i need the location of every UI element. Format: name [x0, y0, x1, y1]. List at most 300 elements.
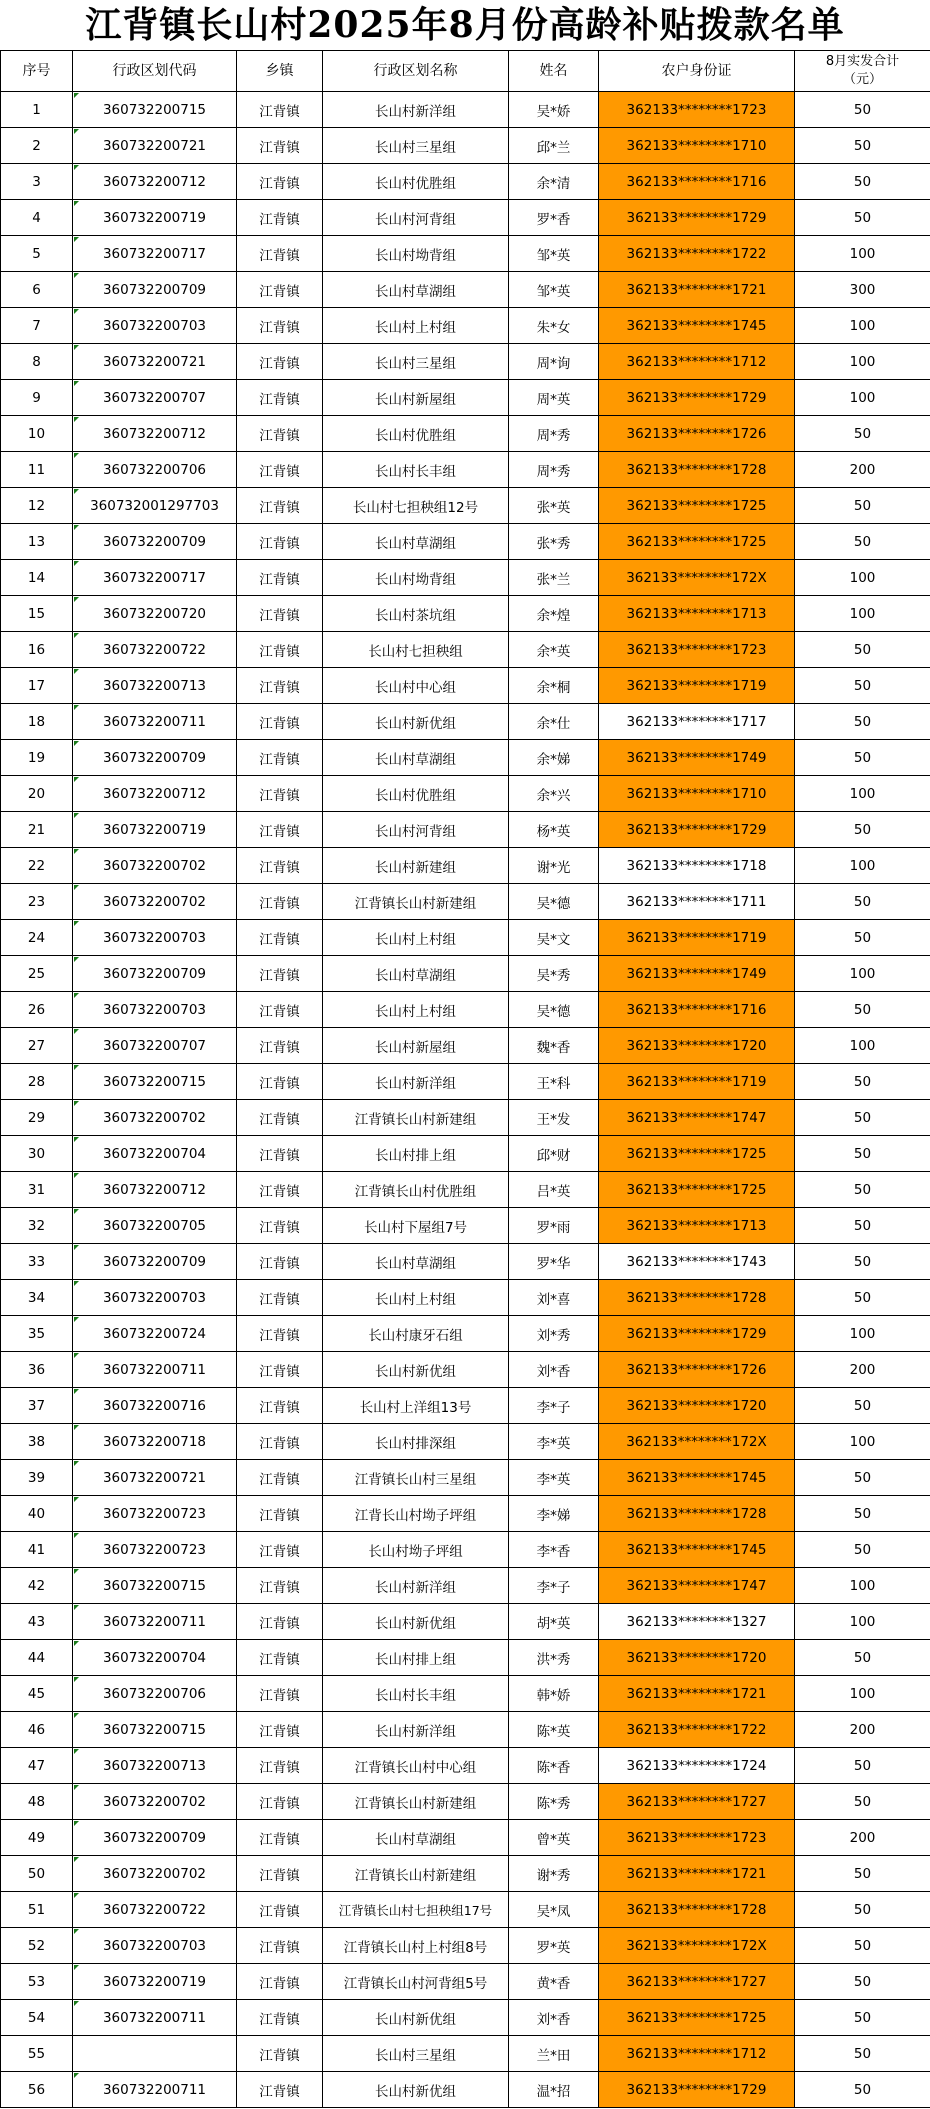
- cell-id-text: 362133********1716: [626, 173, 767, 190]
- cell-id-text: 362133********1726: [626, 1361, 767, 1378]
- cell-code-text: 360732001297703: [90, 497, 219, 514]
- cell-name: [509, 1928, 599, 1964]
- cell-id: [599, 1208, 795, 1244]
- cell-town-text: 江背镇: [259, 2011, 300, 2028]
- cell-name: [509, 812, 599, 848]
- cell-amount-text: 100: [849, 785, 876, 802]
- cell-village: [323, 1964, 509, 2000]
- cell-village-text: 长山村新洋组: [375, 1075, 456, 1092]
- cell-id-text: 362133********1723: [626, 641, 767, 658]
- cell-amount: [795, 1856, 930, 1892]
- cell-note-marker-icon: [74, 1101, 79, 1106]
- cell-name: [509, 416, 599, 452]
- cell-village: [323, 236, 509, 272]
- cell-amount: [795, 1100, 930, 1136]
- cell-code-text: 360732200713: [102, 1757, 207, 1774]
- cell-code-text: 360732200715: [102, 1073, 207, 1090]
- cell-seq-text: 12: [27, 497, 46, 514]
- cell-amount-text: 100: [849, 1433, 876, 1450]
- table-body: [1, 92, 930, 2108]
- cell-seq-text: 46: [27, 1721, 46, 1738]
- cell-town: [237, 1064, 323, 1100]
- cell-name: [509, 1568, 599, 1604]
- cell-name-text: 余*仕: [536, 715, 571, 732]
- cell-id-text: 362133********1712: [626, 2045, 767, 2062]
- cell-note-marker-icon: [74, 849, 79, 854]
- cell-village-text: 长山村新优组: [375, 1363, 456, 1380]
- cell-name: [509, 1280, 599, 1316]
- cell-id: [599, 2000, 795, 2036]
- cell-seq-text: 40: [27, 1505, 46, 1522]
- cell-code: [73, 2036, 237, 2072]
- cell-name: [509, 344, 599, 380]
- cell-seq: [1, 848, 73, 884]
- cell-amount: [795, 200, 930, 236]
- cell-seq: [1, 1064, 73, 1100]
- cell-name: [509, 1172, 599, 1208]
- cell-amount: [795, 452, 930, 488]
- cell-seq-text: 3: [32, 173, 41, 190]
- cell-id: [599, 416, 795, 452]
- cell-name-text: 邱*财: [536, 1147, 571, 1164]
- cell-town: [237, 1352, 323, 1388]
- cell-amount-text: 200: [849, 1361, 876, 1378]
- cell-id-text: 362133********1749: [626, 965, 767, 982]
- table-row: [1, 1352, 930, 1388]
- cell-seq: [1, 1712, 73, 1748]
- cell-seq: [1, 884, 73, 920]
- cell-name-text: 刘*秀: [536, 1327, 571, 1344]
- table-row: [1, 1928, 930, 1964]
- cell-note-marker-icon: [74, 2073, 79, 2078]
- cell-amount-text: 50: [853, 173, 872, 190]
- cell-code-text: 360732200709: [102, 533, 207, 550]
- cell-seq-text: 37: [27, 1397, 46, 1414]
- cell-note-marker-icon: [74, 1389, 79, 1394]
- cell-id: [599, 1460, 795, 1496]
- cell-note-marker-icon: [74, 345, 79, 350]
- cell-code: [73, 1208, 237, 1244]
- cell-id: [599, 704, 795, 740]
- cell-seq-text: 6: [32, 281, 41, 298]
- cell-note-marker-icon: [74, 1029, 79, 1034]
- cell-code: [73, 848, 237, 884]
- cell-town: [237, 1676, 323, 1712]
- cell-code-text: 360732200703: [102, 1937, 207, 1954]
- cell-name: [509, 1640, 599, 1676]
- cell-amount-text: 50: [853, 101, 872, 118]
- table-row: [1, 1424, 930, 1460]
- cell-code-text: 360732200712: [102, 173, 207, 190]
- table-row: [1, 1964, 930, 2000]
- cell-town-text: 江背镇: [259, 1507, 300, 1524]
- cell-id: [599, 308, 795, 344]
- cell-seq-text: 56: [27, 2081, 46, 2098]
- table-row: [1, 1568, 930, 1604]
- cell-name: [509, 596, 599, 632]
- cell-name-text: 周*秀: [536, 427, 571, 444]
- cell-code-text: 360732200711: [102, 1613, 207, 1630]
- cell-village: [323, 2072, 509, 2108]
- cell-name: [509, 1856, 599, 1892]
- cell-town-text: 江背镇: [259, 1939, 300, 1956]
- cell-code: [73, 1640, 237, 1676]
- cell-seq: [1, 1244, 73, 1280]
- cell-village: [323, 1028, 509, 1064]
- cell-name: [509, 1532, 599, 1568]
- cell-name-text: 邹*英: [536, 283, 571, 300]
- cell-amount: [795, 1928, 930, 1964]
- cell-amount: [795, 1820, 930, 1856]
- table-row: [1, 1604, 930, 1640]
- cell-name: [509, 1424, 599, 1460]
- cell-code: [73, 488, 237, 524]
- cell-town-text: 江背镇: [259, 1723, 300, 1740]
- cell-name: [509, 1712, 599, 1748]
- cell-amount: [795, 884, 930, 920]
- cell-town-text: 江背镇: [259, 427, 300, 444]
- cell-name: [509, 776, 599, 812]
- table-row: [1, 1316, 930, 1352]
- cell-seq: [1, 992, 73, 1028]
- cell-village: [323, 1568, 509, 1604]
- cell-seq: [1, 200, 73, 236]
- cell-code-text: 360732200706: [102, 1685, 207, 1702]
- cell-town-text: 江背镇: [259, 283, 300, 300]
- cell-amount-text: 100: [849, 1685, 876, 1702]
- cell-town: [237, 560, 323, 596]
- cell-note-marker-icon: [74, 1893, 79, 1898]
- cell-village: [323, 1892, 509, 1928]
- cell-town: [237, 1532, 323, 1568]
- cell-town-text: 江背镇: [259, 1831, 300, 1848]
- cell-village-text: 长山村三星组: [375, 2047, 456, 2064]
- cell-village-text: 长山村三星组: [375, 355, 456, 372]
- cell-town: [237, 1748, 323, 1784]
- cell-town: [237, 2000, 323, 2036]
- table-row: [1, 1100, 930, 1136]
- cell-seq-text: 44: [27, 1649, 46, 1666]
- table-row: [1, 1172, 930, 1208]
- cell-code: [73, 776, 237, 812]
- cell-seq-text: 54: [27, 2009, 46, 2026]
- cell-town: [237, 812, 323, 848]
- cell-town-text: 江背镇: [259, 1903, 300, 1920]
- cell-id-text: 362133********1721: [626, 1685, 767, 1702]
- cell-village-text: 长山村三星组: [375, 139, 456, 156]
- cell-code-text: 360732200704: [102, 1145, 207, 1162]
- cell-seq: [1, 920, 73, 956]
- cell-village-text: 长山村新优组: [375, 2083, 456, 2100]
- cell-seq-text: 13: [27, 533, 46, 550]
- cell-code-text: 360732200702: [102, 893, 207, 910]
- cell-note-marker-icon: [74, 1137, 79, 1142]
- cell-seq: [1, 1604, 73, 1640]
- cell-village-text: 长山村草湖组: [375, 967, 456, 984]
- cell-name-text: 李*英: [536, 1471, 571, 1488]
- cell-id: [599, 884, 795, 920]
- cell-name-text: 吕*英: [536, 1183, 571, 1200]
- cell-id: [599, 992, 795, 1028]
- cell-note-marker-icon: [74, 1065, 79, 1070]
- table-row: [1, 2036, 930, 2072]
- table-row: [1, 956, 930, 992]
- table-row: [1, 1244, 930, 1280]
- cell-village: [323, 1424, 509, 1460]
- cell-name: [509, 1604, 599, 1640]
- cell-code: [73, 1028, 237, 1064]
- cell-code: [73, 236, 237, 272]
- cell-village-text: 江背镇长山村新建组: [354, 895, 477, 912]
- cell-town: [237, 992, 323, 1028]
- cell-town-text: 江背镇: [259, 1867, 300, 1884]
- cell-amount-text: 50: [853, 713, 872, 730]
- cell-name-text: 刘*香: [536, 2011, 571, 2028]
- cell-code-text: 360732200719: [102, 821, 207, 838]
- cell-seq-text: 27: [27, 1037, 46, 1054]
- table-row: [1, 308, 930, 344]
- cell-name: [509, 164, 599, 200]
- cell-code-text: 360732200724: [102, 1325, 207, 1342]
- cell-code: [73, 452, 237, 488]
- cell-town-text: 江背镇: [259, 1111, 300, 1128]
- cell-amount: [795, 272, 930, 308]
- cell-town: [237, 1892, 323, 1928]
- cell-town-text: 江背镇: [259, 175, 300, 192]
- cell-town-text: 江背镇: [259, 1399, 300, 1416]
- cell-id-text: 362133********1729: [626, 209, 767, 226]
- cell-amount: [795, 308, 930, 344]
- cell-code: [73, 1424, 237, 1460]
- cell-village: [323, 1316, 509, 1352]
- cell-seq-text: 22: [27, 857, 46, 874]
- cell-code: [73, 920, 237, 956]
- cell-code: [73, 740, 237, 776]
- cell-id-text: 362133********1749: [626, 749, 767, 766]
- cell-town-text: 江背镇: [259, 355, 300, 372]
- cell-code-text: 360732200703: [102, 1289, 207, 1306]
- cell-seq-text: 14: [27, 569, 46, 586]
- cell-seq-text: 19: [27, 749, 46, 766]
- cell-note-marker-icon: [74, 1281, 79, 1286]
- cell-code: [73, 128, 237, 164]
- cell-amount-text: 50: [853, 641, 872, 658]
- cell-amount: [795, 596, 930, 632]
- cell-code: [73, 1136, 237, 1172]
- table-row: [1, 632, 930, 668]
- cell-code: [73, 416, 237, 452]
- cell-seq-text: 21: [27, 821, 46, 838]
- cell-amount-text: 100: [849, 353, 876, 370]
- cell-amount: [795, 812, 930, 848]
- cell-note-marker-icon: [74, 1425, 79, 1430]
- cell-id: [599, 128, 795, 164]
- cell-amount: [795, 1208, 930, 1244]
- cell-village-text: 长山村长丰组: [375, 1687, 456, 1704]
- cell-code: [73, 524, 237, 560]
- header-amount-line2: （元）: [842, 72, 882, 87]
- cell-amount-text: 50: [853, 1649, 872, 1666]
- cell-name-text: 王*科: [536, 1075, 571, 1092]
- cell-code: [73, 1460, 237, 1496]
- cell-amount: [795, 1784, 930, 1820]
- cell-village: [323, 452, 509, 488]
- cell-seq-text: 8: [32, 353, 41, 370]
- cell-note-marker-icon: [74, 1245, 79, 1250]
- cell-name: [509, 1352, 599, 1388]
- table-row: [1, 1028, 930, 1064]
- table-row: [1, 1460, 930, 1496]
- cell-town-text: 江背镇: [259, 139, 300, 156]
- cell-town: [237, 956, 323, 992]
- cell-code-text: 360732200717: [102, 245, 207, 262]
- cell-seq-text: 30: [27, 1145, 46, 1162]
- cell-amount: [795, 2072, 930, 2108]
- cell-id: [599, 1064, 795, 1100]
- table-row: [1, 1856, 930, 1892]
- table-row: [1, 1136, 930, 1172]
- cell-amount: [795, 632, 930, 668]
- cell-town-text: 江背镇: [259, 1183, 300, 1200]
- cell-id: [599, 92, 795, 128]
- cell-name-text: 张*秀: [536, 535, 571, 552]
- cell-code-text: 360732200703: [102, 929, 207, 946]
- header-code: 行政区划代码: [73, 51, 237, 92]
- cell-amount: [795, 668, 930, 704]
- cell-code: [73, 1712, 237, 1748]
- cell-name: [509, 992, 599, 1028]
- table-row: [1, 2072, 930, 2108]
- cell-seq-text: 38: [27, 1433, 46, 1450]
- cell-town: [237, 632, 323, 668]
- cell-note-marker-icon: [74, 633, 79, 638]
- cell-code-text: 360732200709: [102, 1829, 207, 1846]
- cell-town-text: 江背镇: [259, 1687, 300, 1704]
- cell-name-text: 罗*英: [536, 1939, 571, 1956]
- table-row: [1, 1784, 930, 1820]
- cell-code: [73, 812, 237, 848]
- cell-village-text: 长山村草湖组: [375, 535, 456, 552]
- cell-code: [73, 2000, 237, 2036]
- cell-id-text: 362133********1713: [626, 605, 767, 622]
- cell-town: [237, 1496, 323, 1532]
- cell-note-marker-icon: [74, 957, 79, 962]
- cell-village-text: 长山村草湖组: [375, 1255, 456, 1272]
- cell-note-marker-icon: [74, 885, 79, 890]
- cell-village: [323, 1100, 509, 1136]
- cell-id: [599, 776, 795, 812]
- cell-name: [509, 200, 599, 236]
- cell-village: [323, 1820, 509, 1856]
- cell-town: [237, 776, 323, 812]
- cell-amount: [795, 488, 930, 524]
- cell-village-text: 长山村坳背组: [375, 247, 456, 264]
- cell-name: [509, 632, 599, 668]
- cell-id: [599, 1388, 795, 1424]
- cell-id-text: 362133********1716: [626, 1001, 767, 1018]
- cell-name-text: 余*清: [536, 175, 571, 192]
- cell-village-text: 长山村上村组: [375, 1003, 456, 1020]
- cell-note-marker-icon: [74, 1533, 79, 1538]
- cell-id-text: 362133********1729: [626, 1325, 767, 1342]
- cell-town-text: 江背镇: [259, 1651, 300, 1668]
- cell-name-text: 李*子: [536, 1399, 571, 1416]
- table-row: [1, 380, 930, 416]
- cell-name: [509, 1820, 599, 1856]
- cell-name: [509, 524, 599, 560]
- cell-code: [73, 1784, 237, 1820]
- cell-amount-text: 50: [853, 1397, 872, 1414]
- cell-name-text: 邱*兰: [536, 139, 571, 156]
- cell-amount: [795, 1316, 930, 1352]
- cell-village: [323, 92, 509, 128]
- cell-code: [73, 1676, 237, 1712]
- cell-name-text: 张*兰: [536, 571, 571, 588]
- cell-seq-text: 1: [32, 101, 41, 118]
- cell-town-text: 江背镇: [259, 1759, 300, 1776]
- cell-amount: [795, 1172, 930, 1208]
- cell-seq: [1, 1640, 73, 1676]
- cell-name-text: 王*发: [536, 1111, 571, 1128]
- cell-note-marker-icon: [74, 1317, 79, 1322]
- cell-village: [323, 1280, 509, 1316]
- cell-id: [599, 1820, 795, 1856]
- cell-name: [509, 560, 599, 596]
- cell-seq-text: 45: [27, 1685, 46, 1702]
- cell-note-marker-icon: [74, 165, 79, 170]
- cell-code-text: 360732200706: [102, 461, 207, 478]
- cell-seq: [1, 92, 73, 128]
- cell-id: [599, 164, 795, 200]
- cell-amount-text: 50: [853, 1001, 872, 1018]
- cell-name: [509, 1964, 599, 2000]
- table-row: [1, 1892, 930, 1928]
- cell-town-text: 江背镇: [259, 1147, 300, 1164]
- cell-village: [323, 920, 509, 956]
- cell-id: [599, 272, 795, 308]
- cell-note-marker-icon: [74, 129, 79, 134]
- cell-village-text: 长山村新优组: [375, 2011, 456, 2028]
- cell-seq: [1, 2036, 73, 2072]
- cell-village-text: 长山村新屋组: [375, 1039, 456, 1056]
- cell-village: [323, 848, 509, 884]
- cell-town: [237, 1316, 323, 1352]
- cell-town: [237, 1604, 323, 1640]
- cell-code: [73, 200, 237, 236]
- cell-code-text: 360732200709: [102, 965, 207, 982]
- cell-id: [599, 740, 795, 776]
- cell-name: [509, 1676, 599, 1712]
- cell-id-text: 362133********172X: [626, 1937, 767, 1954]
- header-name: 姓名: [509, 51, 599, 92]
- cell-note-marker-icon: [74, 453, 79, 458]
- table-row: [1, 1280, 930, 1316]
- cell-id: [599, 956, 795, 992]
- cell-amount-text: 100: [849, 1613, 876, 1630]
- cell-amount-text: 50: [853, 1469, 872, 1486]
- cell-amount: [795, 416, 930, 452]
- cell-village: [323, 1784, 509, 1820]
- cell-code: [73, 992, 237, 1028]
- table-row: [1, 740, 930, 776]
- cell-seq-text: 32: [27, 1217, 46, 1234]
- cell-id-text: 362133********1720: [626, 1037, 767, 1054]
- cell-name: [509, 704, 599, 740]
- cell-id: [599, 1712, 795, 1748]
- cell-id-text: 362133********1745: [626, 317, 767, 334]
- cell-seq: [1, 272, 73, 308]
- cell-amount: [795, 920, 930, 956]
